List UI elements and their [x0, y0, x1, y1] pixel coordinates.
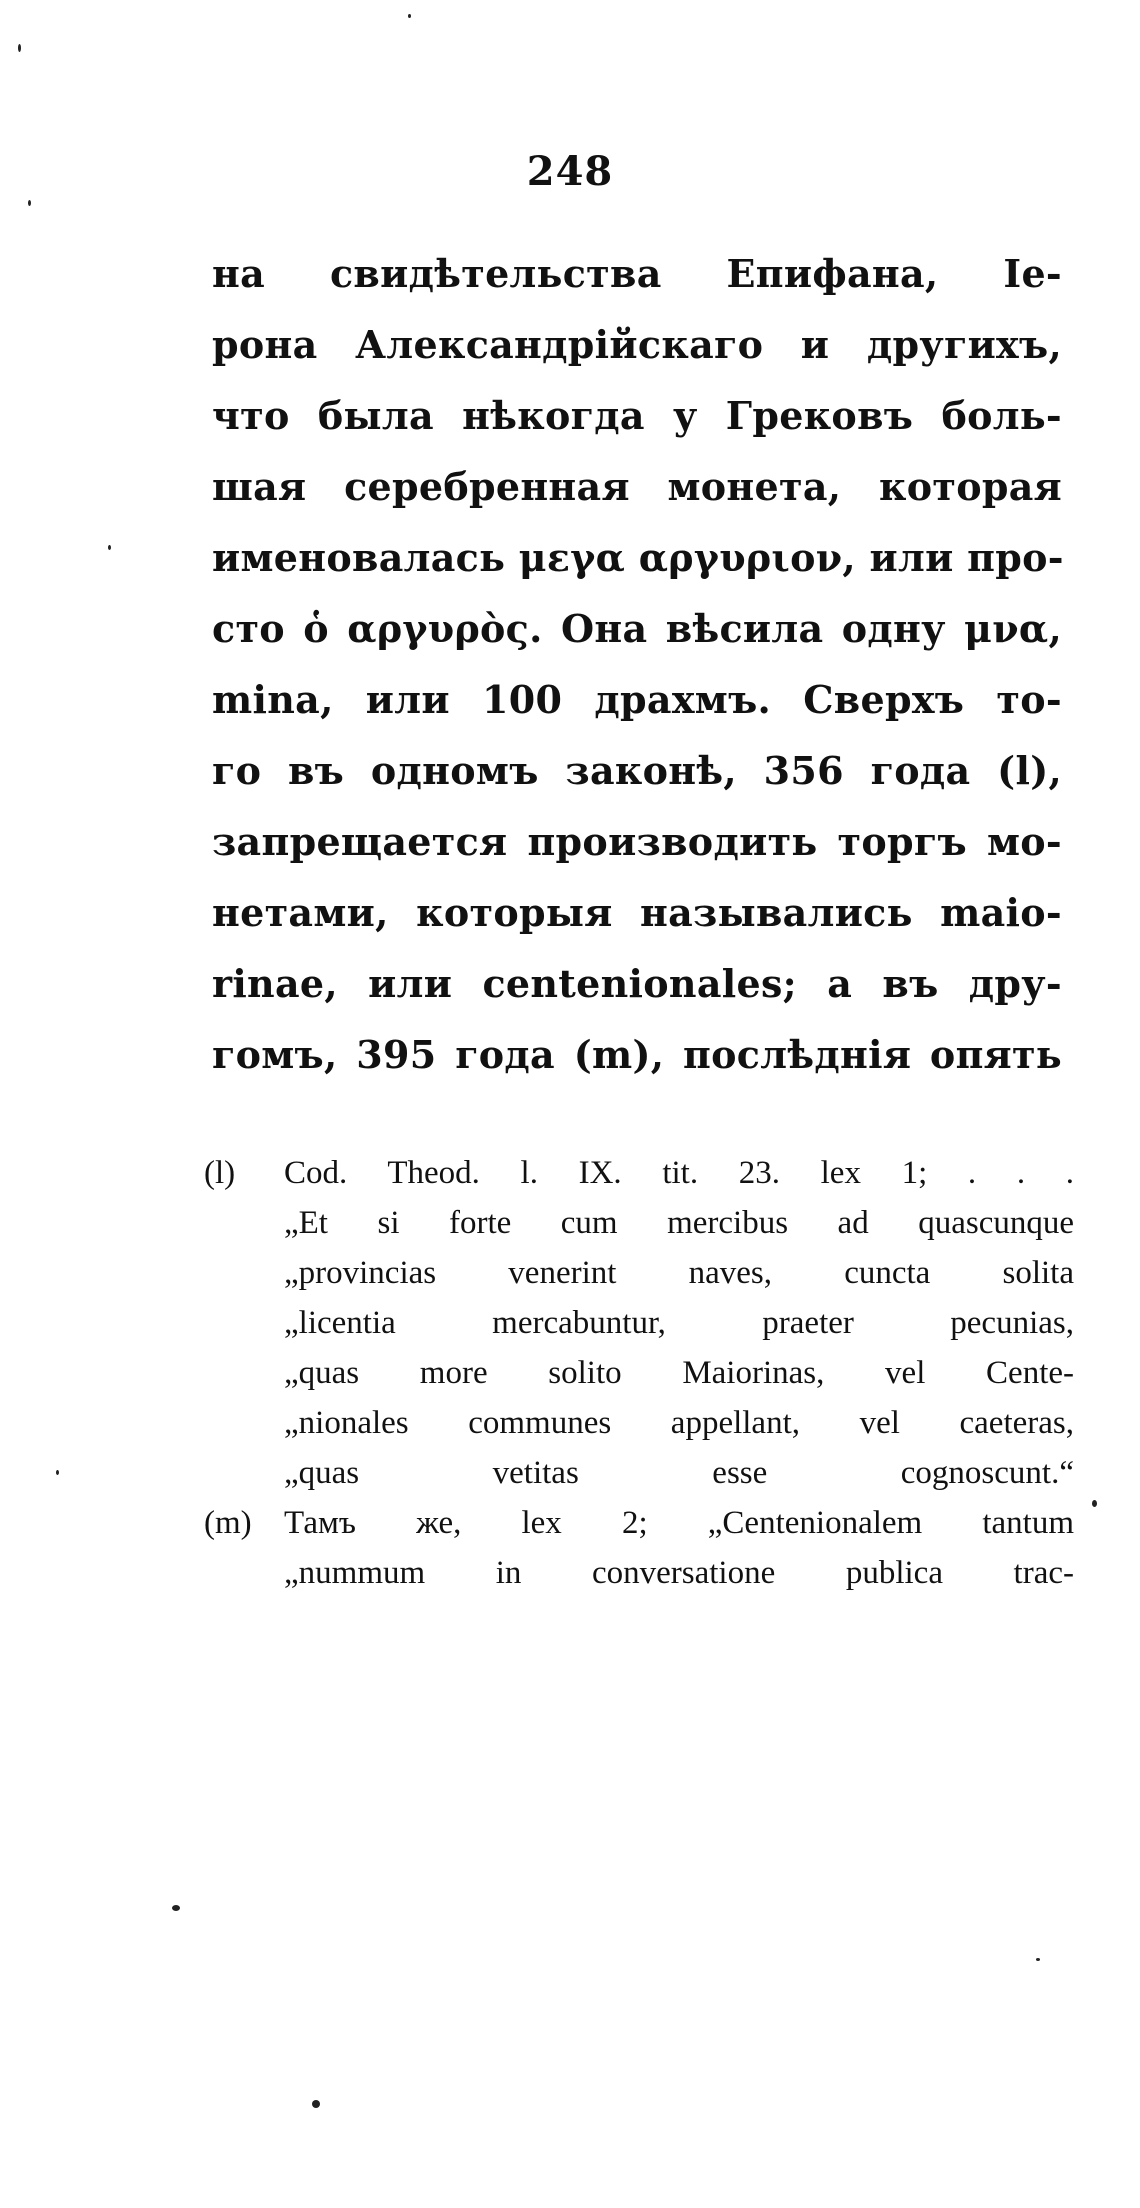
text-line: сто ὁ αργυρὸς. Она вѣсила одну μνα, [212, 606, 1062, 651]
main-text [212, 238, 1062, 1090]
scan-speck [56, 1470, 59, 1475]
text-line: го въ одномъ законѣ, 356 года (l), [212, 748, 1062, 793]
page-number: 248 [526, 148, 614, 195]
footnote-line [204, 1148, 1074, 1198]
text-line: гомъ, 395 года (m), послѣднія опять [212, 1032, 1062, 1077]
footnote-line [204, 1498, 1074, 1548]
footnote-marker-m: (m) [204, 1505, 252, 1541]
footnote-text: Cod. Theod. l. IX. tit. 23. lex 1; . . . [284, 1155, 1074, 1191]
footnote-line: „quas vetitas esse cognoscunt.“ [284, 1455, 1074, 1491]
footnote-line: „nummum in conversatione publica trac- [284, 1555, 1074, 1591]
footnote-line: „provincias venerint naves, cuncta solita [284, 1255, 1074, 1291]
text-line: rinae, или centenionales; а въ дру- [212, 961, 1062, 1006]
footnote-line: „nionales communes appellant, vel caeteras, [284, 1405, 1074, 1441]
scan-speck [312, 2100, 320, 2108]
footnote-text: Тамъ же, lex 2; „Centenionalem tantum [284, 1505, 1074, 1541]
text-line: рона Александрійскаго и другихъ, [212, 322, 1062, 367]
text-line: шая серебренная монета, которая [212, 464, 1062, 509]
scan-speck [108, 545, 111, 550]
text-line: именовалась μεγα αργυριον, или про- [212, 535, 1064, 580]
footnote-line: „licentia mercabuntur, praeter pecunias, [284, 1305, 1074, 1341]
text-line: запрещается производить торгъ мо- [212, 819, 1062, 864]
footnote-line: „Et si forte cum mercibus ad quascunque [284, 1205, 1074, 1241]
scan-speck [408, 14, 411, 18]
scan-speck [1092, 1500, 1097, 1507]
text-line: что была нѣкогда у Грековъ боль- [212, 393, 1062, 438]
scan-speck [28, 200, 31, 206]
text-line: нетами, которыя назывались maio- [212, 890, 1062, 935]
footnote-marker-l: (l) [204, 1155, 236, 1191]
text-line: на свидѣтельства Епифана, Іе- [212, 251, 1062, 296]
scan-speck [18, 44, 21, 52]
text-line: mina, или 100 драхмъ. Сверхъ то- [212, 677, 1062, 722]
scan-speck [1036, 1958, 1040, 1961]
footnotes [204, 1148, 1074, 1598]
scan-speck [172, 1905, 180, 1911]
footnote-line: „quas more solito Maiorinas, vel Cente- [284, 1355, 1074, 1391]
